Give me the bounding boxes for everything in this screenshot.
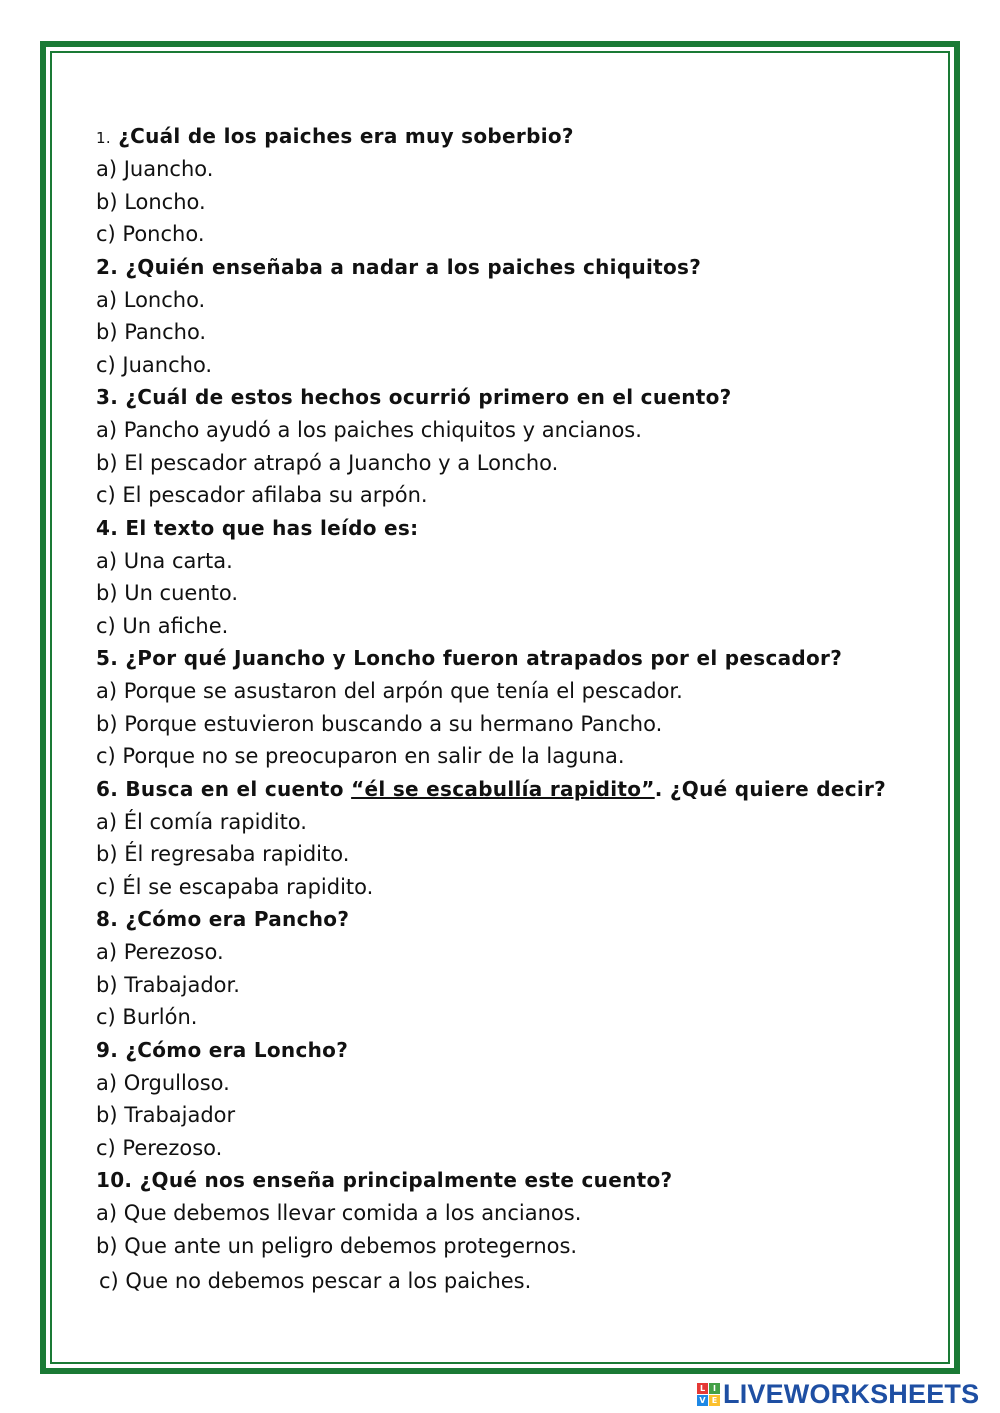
quoted-phrase: “él se escabullía rapidito”	[351, 776, 655, 801]
question-text: ¿Quién enseñaba a nadar a los paiches chiquitos?	[125, 254, 702, 279]
liveworksheets-brand	[697, 1378, 979, 1410]
question-number: 2.	[96, 254, 119, 279]
answer-option[interactable]: a) Orgulloso.	[96, 1070, 230, 1095]
answer-option[interactable]: a) Perezoso.	[96, 940, 224, 964]
question-heading	[96, 642, 876, 675]
question-text: ¿Cuál de los paiches era muy soberbio?	[118, 124, 574, 148]
answer-option[interactable]: b) Un cuento.	[96, 581, 239, 605]
answer-option[interactable]: c) Poncho.	[96, 222, 205, 246]
answer-option[interactable]: c) Juancho.	[96, 352, 213, 377]
answer-option[interactable]: b) Porque estuvieron buscando a su hermano Pancho.	[96, 711, 663, 736]
answer-option[interactable]: a) Que debemos llevar comida a los ancianos.	[96, 1201, 582, 1225]
question-number: 6.	[96, 776, 119, 801]
answer-option[interactable]: c) Un afiche.	[96, 613, 229, 638]
quiz-content	[96, 120, 887, 1298]
question-text: ¿Cómo era Loncho?	[125, 1037, 349, 1062]
answer-option[interactable]: c) Que no debemos pescar a los paiches.	[99, 1269, 532, 1293]
logo-letter: L	[697, 1383, 708, 1394]
logo-letter: E	[709, 1395, 720, 1406]
logo-letter: V	[697, 1395, 708, 1406]
question-heading	[96, 903, 876, 936]
question-number: 9.	[96, 1037, 119, 1062]
question-block	[96, 512, 876, 643]
answer-option[interactable]: a) Loncho.	[96, 287, 206, 312]
question-block	[96, 903, 876, 1034]
answer-option[interactable]: c) El pescador afilaba su arpón.	[96, 483, 428, 507]
question-block	[96, 381, 876, 512]
question-text: Busca en el cuento	[125, 776, 352, 801]
question-heading	[96, 120, 876, 153]
brand-logo-icon	[697, 1383, 720, 1406]
answer-option[interactable]: a) Una carta.	[96, 548, 233, 573]
question-number: 5.	[96, 646, 119, 670]
logo-letter: I	[709, 1383, 720, 1394]
question-text: ¿Cuál de estos hechos ocurrió primero en el cuento?	[125, 385, 732, 409]
question-block	[96, 120, 876, 251]
question-text: ¿Cómo era Pancho?	[125, 907, 350, 931]
answer-option[interactable]: c) Burlón.	[96, 1005, 198, 1029]
question-block	[96, 642, 876, 773]
question-number: 10.	[96, 1168, 133, 1192]
answer-option[interactable]: b) Trabajador	[96, 1103, 236, 1127]
question-block	[96, 1034, 876, 1165]
question-text-end: . ¿Qué quiere decir?	[654, 776, 887, 801]
question-number: 3.	[96, 385, 119, 409]
answer-option[interactable]: c) Él se escapaba rapidito.	[96, 874, 374, 899]
question-number: 4.	[96, 515, 119, 540]
question-heading	[96, 773, 887, 806]
question-heading	[96, 251, 876, 284]
question-text: ¿Qué nos enseña principalmente este cuento?	[139, 1168, 673, 1192]
answer-option[interactable]: c) Perezoso.	[96, 1135, 223, 1160]
question-number: 8.	[96, 907, 119, 931]
question-block	[96, 1164, 876, 1298]
answer-option[interactable]: b) Trabajador.	[96, 972, 240, 997]
question-text: ¿Por qué Juancho y Loncho fueron atrapados por el pescador?	[125, 646, 843, 670]
answer-option[interactable]: b) Él regresaba rapidito.	[96, 842, 350, 866]
question-text: El texto que has leído es:	[125, 515, 419, 540]
answer-option[interactable]: a) Juancho.	[96, 157, 214, 181]
question-block	[96, 773, 887, 904]
question-block	[96, 251, 876, 382]
answer-option[interactable]: a) Porque se asustaron del arpón que tenía el pescador.	[96, 679, 683, 703]
question-heading	[96, 1034, 876, 1067]
brand-name: LIVEWORKSHEETS	[723, 1378, 980, 1409]
question-heading	[96, 1164, 876, 1197]
answer-option[interactable]: a) Él comía rapidito.	[96, 809, 307, 834]
answer-option[interactable]: c) Porque no se preocuparon en salir de la laguna.	[96, 744, 625, 768]
answer-option[interactable]: a) Pancho ayudó a los paiches chiquitos y ancianos.	[96, 418, 642, 442]
answer-option[interactable]: b) Pancho.	[96, 320, 207, 344]
answer-option[interactable]: b) Que ante un peligro debemos protegernos.	[96, 1233, 578, 1258]
question-heading	[96, 512, 876, 545]
answer-option[interactable]: b) Loncho.	[96, 189, 206, 214]
answer-option[interactable]: b) El pescador atrapó a Juancho y a Loncho.	[96, 450, 559, 475]
question-heading	[96, 381, 876, 414]
question-number: 1.	[96, 129, 111, 147]
